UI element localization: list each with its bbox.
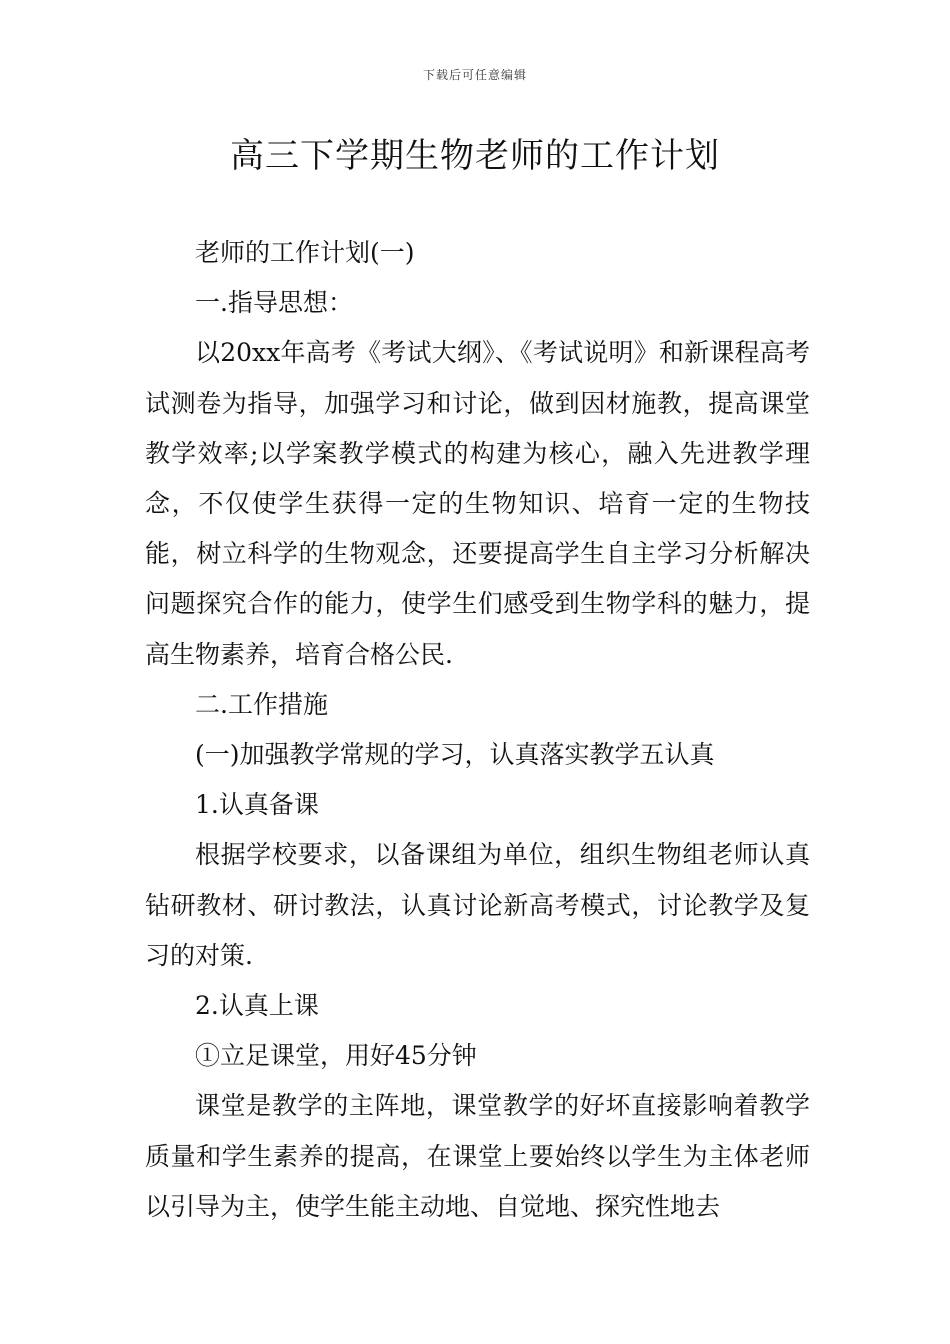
section-heading: 老师的工作计划(一)	[195, 238, 415, 267]
subsection-heading: (一)加强教学常规的学习，认真落实教学五认真	[195, 740, 715, 770]
section-heading: 一.指导思想：	[195, 288, 353, 318]
subsection-heading: 2.认真上课	[195, 991, 319, 1021]
paragraph: 课堂是教学的主阵地，课堂教学的好坏直接影响着教学质量和学生素养的提高，在课堂上要始终以学生为主体老师以引导为主，使学生能主动地、自觉地、探究性地去	[145, 1091, 810, 1221]
paragraph: 根据学校要求，以备课组为单位，组织生物组老师认真钻研教材、研讨教法，认真讨论新高考模式，讨论教学及复习的对策.	[145, 840, 810, 970]
paragraph: 以20xx年高考《考试大纲》、《考试说明》和新课程高考试测卷为指导，加强学习和讨论，做到因材施教，提高课堂教学效率;以学案教学模式的构建为核心，融入先进教学理念，不仅使学生获得一定的生物知识、培育一定的生物技能，树立科学的生物观念，还要提高学生自主学习分析解决问题探究合作的能力，使学生们感受到生物学科的魅力，提高生物素养，培育合格公民.	[145, 338, 810, 669]
subsection-heading: 1.认真备课	[195, 790, 319, 820]
header-note: 下载后可任意编辑	[422, 68, 527, 82]
section-heading: 二.工作措施	[195, 689, 328, 719]
subsection-heading: ①立足课堂，用好45分钟	[195, 1041, 477, 1071]
document-body	[145, 228, 810, 1232]
document-title: 高三下学期生物老师的工作计划	[230, 136, 720, 176]
